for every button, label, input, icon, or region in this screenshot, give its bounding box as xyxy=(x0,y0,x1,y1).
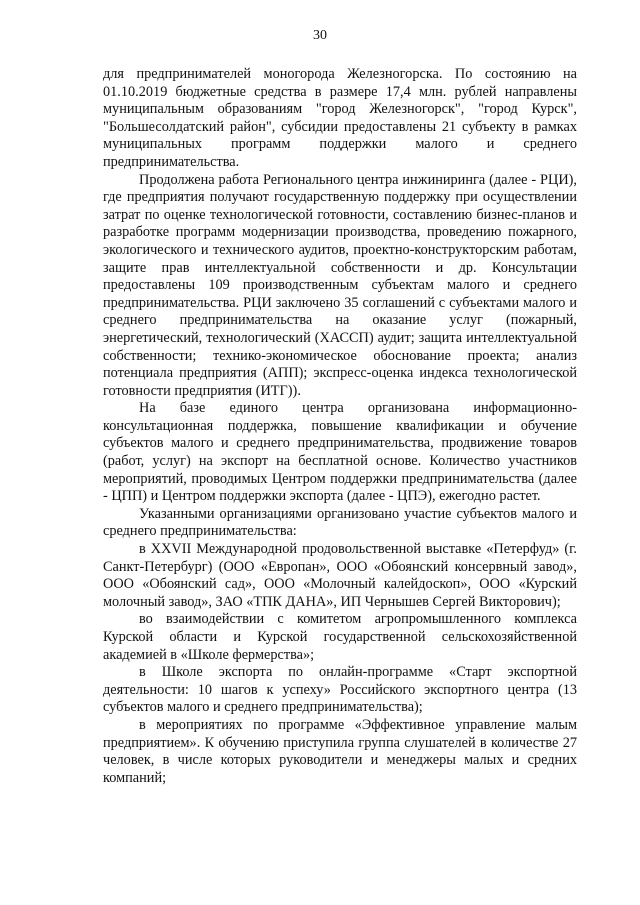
paragraph-unified-center: На базе единого центра организована информационно-консультационная поддержка, повышение квалификации и обучение субъектов малого и среднего предпринимательства, продвижение товаров (работ, услуг) на экспорт на бесплатной основе. Количество участников мероприятий, проводимых Центром поддержки предпринимательства (далее - ЦПП) и Центром поддержки экспорта (далее - ЦПЭ), ежегодно растет. xyxy=(103,400,577,505)
list-item-peterfood: в XXVII Международной продовольственной выставке «Петерфуд» (г. Санкт-Петербург) (ООО «Европан», ООО «Обоянский консервный завод», ООО «Обоянский сад», ООО «Молочный калейдоскоп», ООО «Курский молочный завод», ЗАО «ТПК ДАНА», ИП Чернышев Сергей Викторович); xyxy=(103,541,577,610)
document-body xyxy=(103,66,577,787)
list-item-export-school: в Школе экспорта по онлайн-программе «Старт экспортной деятельности: 10 шагов к успеху» Российского экспортного центра (13 субъектов малого и среднего предпринимательства); xyxy=(103,664,577,716)
list-item-management-program: в мероприятиях по программе «Эффективное управление малым предприятием». К обучению приступила группа слушателей в количестве 27 человек, в числе которых руководители и менеджеры малых и средних компаний; xyxy=(103,716,577,786)
paragraph-participation-intro: Указанными организациями организовано участие субъектов малого и среднего предпринимательства: xyxy=(103,505,577,540)
page-number: 30 xyxy=(313,28,327,43)
paragraph-continuation: для предпринимателей моногорода Железногорска. По состоянию на 01.10.2019 бюджетные средства в размере 17,4 млн. рублей направлены муниципальным образованиям "город Железногорск", "город Курск", "Большесолдатский район", субсидии предоставлены 21 субъекту в рамках муниципальных программ поддержки малого и среднего предпринимательства. xyxy=(103,66,577,170)
list-item-farming-school: во взаимодействии с комитетом агропромышленного комплекса Курской области и Курской государственной сельскохозяйственной академией в «Школе фермерства»; xyxy=(103,611,577,663)
paragraph-engineering-center: Продолжена работа Регионального центра инжиниринга (далее - РЦИ), где предприятия получают государственную поддержку при осуществлении затрат по оценке технологической готовности, составлению бизнес-планов и разработке программ модернизации производства, проведению пожарного, экологического и технического аудитов, проектно-конструкторским работам, защите прав интеллектуальной собственности и др. Консультации предоставлены 109 производственным субъектам малого и среднего предпринимательства. РЦИ заключено 35 соглашений с субъектами малого и среднего предпринимательства на оказание услуг (пожарный, энергетический, технологический (ХАССП) аудит; защита интеллектуальной собственности; технико-экономическое обоснование проекта; анализ потенциала предприятия (АПП); экспресс-оценка индекса технологической готовности предприятия (ИТГ)). xyxy=(103,171,577,399)
